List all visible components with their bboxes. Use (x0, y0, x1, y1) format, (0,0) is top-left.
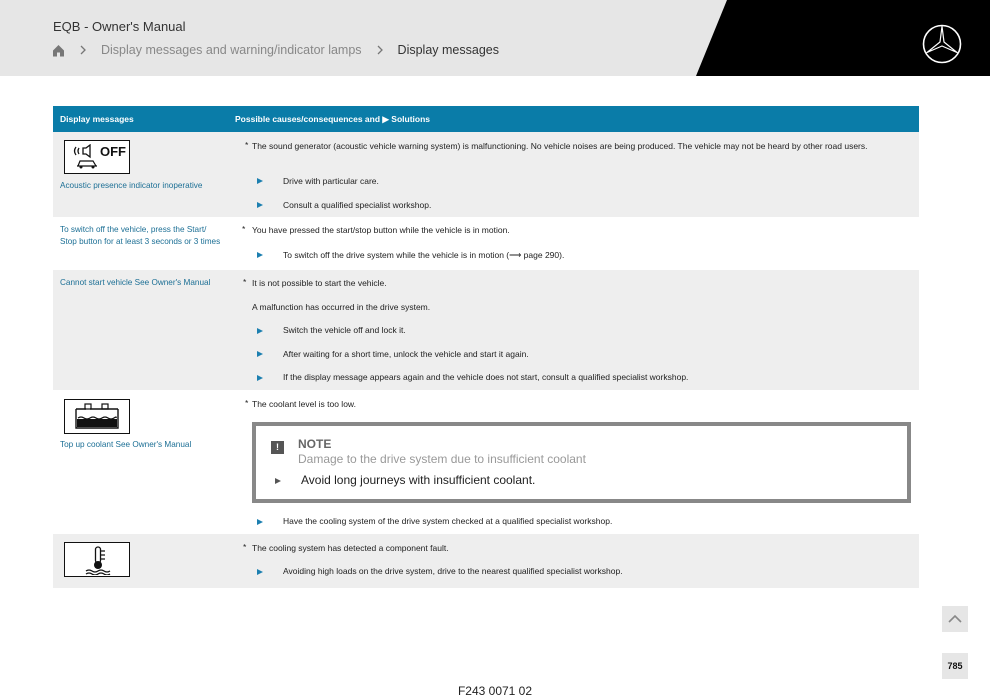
thermometer-icon (83, 545, 113, 575)
speaker-car-icon (73, 144, 103, 170)
message-top-up-coolant[interactable]: Top up coolant See Owner's Manual (60, 440, 192, 449)
table-header (53, 106, 919, 132)
solution-arrow-icon (257, 375, 263, 381)
solution-arrow-icon (257, 328, 263, 334)
coolant-temperature-icon (64, 542, 130, 577)
cause-text: It is not possible to start the vehicle. (252, 278, 387, 288)
solution-arrow-icon (257, 569, 263, 575)
coolant-tank-icon (72, 403, 122, 431)
solution-text: Have the cooling system of the drive system checked at a qualified specialist workshop. (283, 516, 613, 526)
solution-arrow-icon (257, 519, 263, 525)
cause-text: The cooling system has detected a component fault. (252, 543, 449, 553)
column-header-display-messages: Display messages (60, 114, 134, 124)
off-label: OFF (100, 144, 126, 159)
bullet-marker: * (245, 140, 249, 150)
document-code: F243 0071 02 (457, 684, 533, 698)
warning-exclamation-icon: ! (271, 441, 284, 454)
cause-text: The coolant level is too low. (252, 399, 356, 409)
manual-title: EQB - Owner's Manual (53, 19, 186, 34)
home-icon[interactable] (52, 44, 65, 57)
solution-text: If the display message appears again and the vehicle does not start, consult a qualified specialist workshop. (283, 372, 689, 382)
header-bar (0, 0, 990, 76)
table-row-acoustic-presence (53, 132, 919, 217)
breadcrumb (52, 41, 513, 59)
chevron-right-icon (376, 45, 384, 55)
note-box (252, 422, 911, 503)
solution-arrow-icon (257, 351, 263, 357)
table-row-cannot-start (53, 270, 919, 390)
solution-text: After waiting for a short time, unlock the vehicle and start it again. (283, 349, 529, 359)
scroll-to-top-button[interactable] (942, 606, 968, 632)
bullet-marker: * (242, 224, 246, 234)
coolant-level-icon (64, 399, 130, 434)
solution-arrow-icon (257, 178, 263, 184)
solution-text: Consult a qualified specialist workshop. (283, 200, 432, 210)
bullet-marker: * (245, 398, 249, 408)
page-number-button[interactable]: 785 (942, 653, 968, 679)
message-cannot-start[interactable]: Cannot start vehicle See Owner's Manual (60, 278, 211, 287)
chevron-right-icon (79, 45, 87, 55)
solution-link[interactable]: To switch off the drive system while the vehicle is in motion (⟶ page 290). (283, 250, 565, 260)
cause-text: You have pressed the start/stop button while the vehicle is in motion. (252, 225, 510, 235)
acoustic-off-icon (64, 140, 130, 174)
display-messages-table (53, 106, 919, 132)
table-row-switch-off (53, 217, 919, 270)
solution-text: Drive with particular care. (283, 176, 379, 186)
breadcrumb-item-warning-lamps[interactable]: Display messages and warning/indicator lamps (101, 43, 362, 57)
note-subtitle: Damage to the drive system due to insufficient coolant (298, 452, 586, 466)
cause-text: The sound generator (acoustic vehicle warning system) is malfunctioning. No vehicle noises are being produced. The vehicle may not be heard by other road users. (252, 141, 868, 151)
breadcrumb-item-display-messages: Display messages (397, 43, 499, 57)
column-header-causes-solutions: Possible causes/consequences and ▶ Solutions (235, 113, 431, 124)
bullet-marker: * (243, 542, 247, 552)
table-row-cooling-fault (53, 534, 919, 588)
message-switch-off[interactable]: To switch off the vehicle, press the Start/ Stop button for at least 3 seconds or 3 times (60, 225, 221, 246)
message-acoustic-presence[interactable]: Acoustic presence indicator inoperative (60, 181, 203, 190)
solution-text: Switch the vehicle off and lock it. (283, 325, 406, 335)
cause-paragraph: A malfunction has occurred in the drive system. (252, 302, 431, 312)
note-instruction: Avoid long journeys with insufficient coolant. (301, 473, 536, 487)
bullet-marker: * (243, 277, 247, 287)
solution-text: Avoiding high loads on the drive system, drive to the nearest qualified specialist workshop. (283, 566, 623, 576)
solution-arrow-icon (257, 252, 263, 258)
solution-arrow-icon (257, 202, 263, 208)
mercedes-star-logo[interactable] (921, 23, 963, 65)
note-title: NOTE (298, 437, 332, 451)
chevron-up-icon (942, 606, 968, 632)
note-arrow-icon (275, 478, 281, 484)
header-black-panel (0, 0, 990, 76)
